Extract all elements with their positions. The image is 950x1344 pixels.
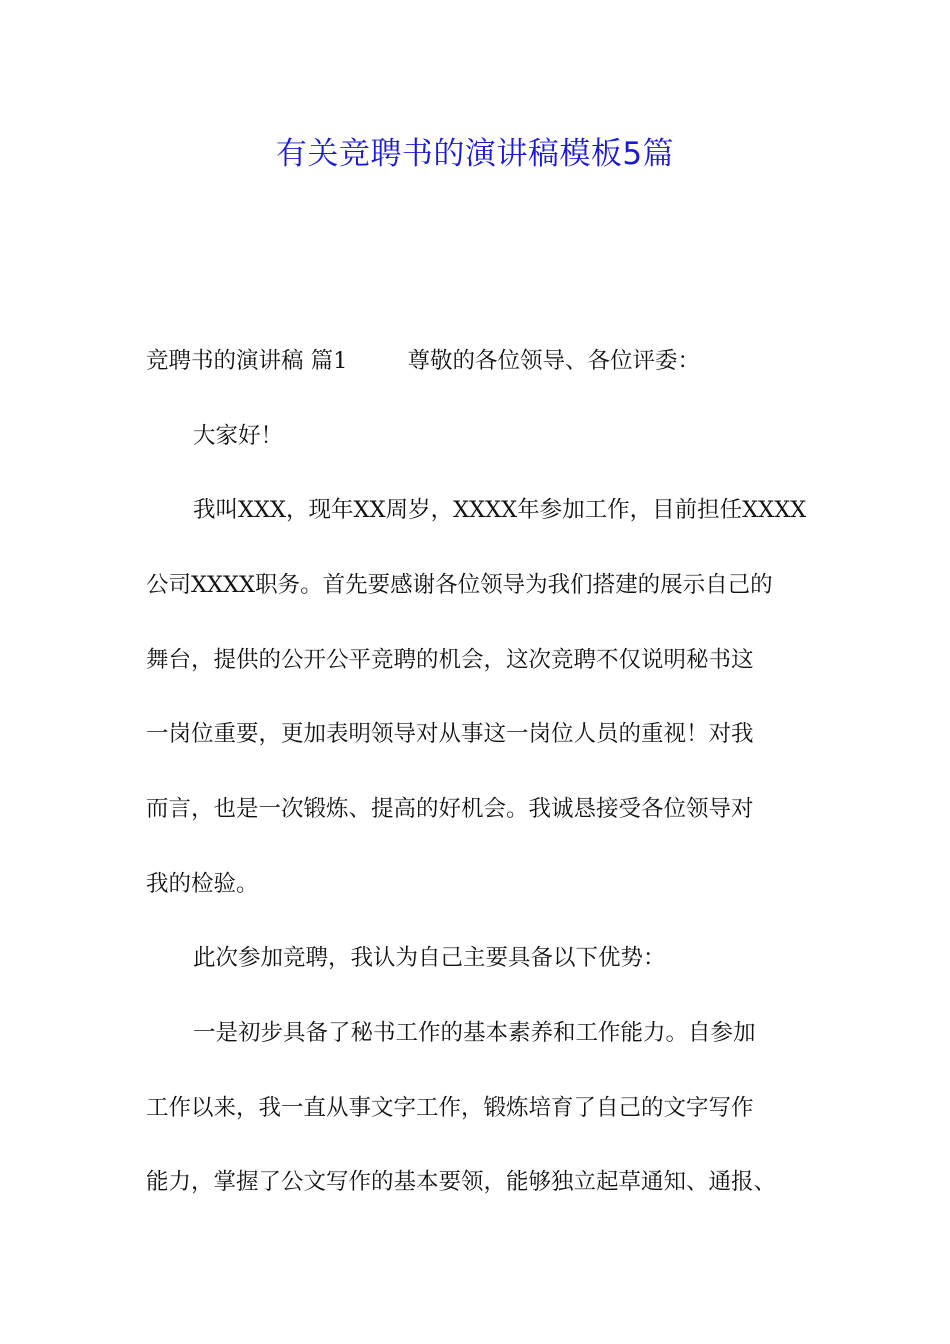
paragraph-line: 一岗位重要，更加表明领导对从事这一岗位人员的重视！对我 bbox=[146, 721, 754, 747]
section-label: 竞聘书的演讲稿 篇1 bbox=[146, 348, 348, 374]
paragraph-line: 我叫XXX，现年XX周岁，XXXX年参加工作，目前担任XXXX bbox=[193, 497, 807, 523]
document-title: 有关竞聘书的演讲稿模板5篇 bbox=[275, 136, 675, 172]
paragraph-line: 舞台，提供的公开公平竞聘的机会，这次竞聘不仅说明秘书这 bbox=[146, 647, 754, 673]
paragraph-line: 能力，掌握了公文写作的基本要领，能够独立起草通知、通报、 bbox=[146, 1169, 777, 1195]
paragraph-line: 我的检验。 bbox=[146, 871, 259, 897]
paragraph-line: 一是初步具备了秘书工作的基本素养和工作能力。自参加 bbox=[193, 1020, 756, 1046]
paragraph-line: 公司XXXX职务。首先要感谢各位领导为我们搭建的展示自己的 bbox=[146, 572, 773, 598]
section-heading-line bbox=[146, 341, 700, 381]
paragraph-line: 工作以来，我一直从事文字工作，锻炼培育了自己的文字写作 bbox=[146, 1095, 754, 1121]
paragraph-line: 此次参加竞聘，我认为自己主要具备以下优势： bbox=[193, 945, 666, 971]
paragraph-line: 大家好！ bbox=[193, 423, 284, 449]
salutation: 尊敬的各位领导、各位评委： bbox=[407, 348, 700, 374]
paragraph-line: 而言，也是一次锻炼、提高的好机会。我诚恳接受各位领导对 bbox=[146, 796, 754, 822]
